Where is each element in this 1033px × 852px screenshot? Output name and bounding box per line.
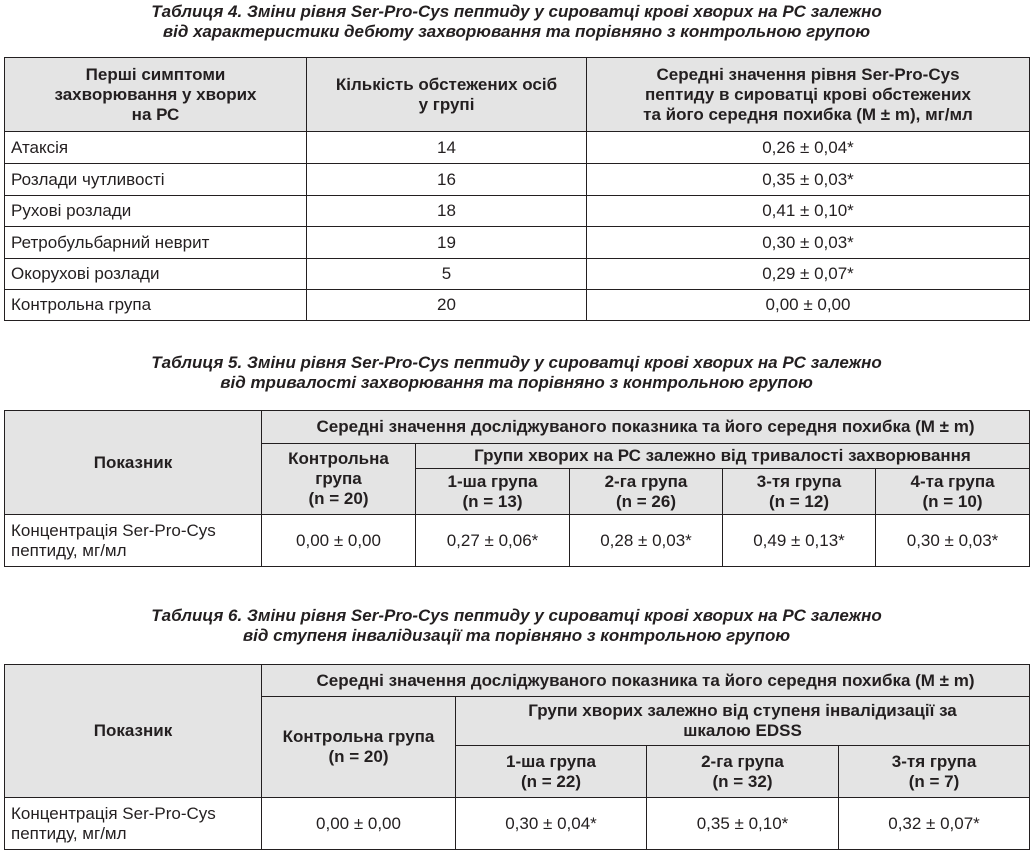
table4-cell-mean: 0,00 ± 0,00: [587, 290, 1030, 321]
table5-header-control: Контрольна група (n = 20): [262, 444, 416, 515]
table5-caption-line1: Таблиця 5. Зміни рівня Ser-Pro-Cys пептиду у сироватці крові хворих на РС залежно: [151, 353, 882, 372]
table5-header-indicator: Показник: [5, 411, 262, 515]
table4-cell-count: 20: [307, 290, 587, 321]
table4-cell-count: 5: [307, 259, 587, 290]
table4-cell-symptom: Ретробульбарний неврит: [5, 227, 307, 259]
table6-cell-group-3: 0,32 ± 0,07*: [839, 798, 1030, 850]
table4-header-symptoms: Перші симптоми захворювання у хворих на РС: [5, 58, 307, 132]
table4-cell-symptom: Рухові розлади: [5, 196, 307, 227]
table5-header-group-3: 3-тя група (n = 12): [723, 469, 876, 515]
table4-cell-mean: 0,35 ± 0,03*: [587, 164, 1030, 196]
table-row: [5, 290, 1030, 321]
table4-header-mean: Середні значення рівня Ser-Pro-Cys пептиду в сироватці крові обстежених та його середня похибка (M ± m), мг/мл: [587, 58, 1030, 132]
table6-header-group-2: 2-га група (n = 32): [647, 746, 839, 798]
table-row: [5, 798, 1030, 850]
table4: [4, 57, 1030, 321]
table4-cell-symptom: Атаксія: [5, 132, 307, 164]
table-row: [5, 515, 1030, 567]
table4-header-count: Кількість обстежених осіб у групі: [307, 58, 587, 132]
table-row: [5, 132, 1030, 164]
table4-header-row: [5, 58, 1030, 132]
table6-header-control: Контрольна група (n = 20): [262, 697, 456, 798]
table5-header-mean: Середні значення досліджуваного показника та його середня похибка (M ± m): [262, 411, 1030, 444]
table5-caption-line2: від тривалості захворювання та порівняно з контрольною групою: [220, 373, 813, 392]
table-row: [5, 227, 1030, 259]
table4-cell-count: 18: [307, 196, 587, 227]
table6-cell-control: 0,00 ± 0,00: [262, 798, 456, 850]
table5-header-group-2: 2-га група (n = 26): [570, 469, 723, 515]
table4-caption-line2: від характеристики дебюту захворювання та порівняно з контрольною групою: [162, 22, 871, 41]
table6-row-label: Концентрація Ser-Pro-Cys пептиду, мг/мл: [5, 798, 262, 850]
table6: [4, 664, 1030, 850]
table4-cell-mean: 0,26 ± 0,04*: [587, 132, 1030, 164]
table6-cell-group-1: 0,30 ± 0,04*: [456, 798, 647, 850]
table4-caption-line1: Таблиця 4. Зміни рівня Ser-Pro-Cys пептиду у сироватці крові хворих на РС залежно: [151, 2, 882, 21]
table6-caption: [0, 606, 1033, 646]
table4-cell-mean: 0,41 ± 0,10*: [587, 196, 1030, 227]
table6-header-indicator: Показник: [5, 665, 262, 798]
table-row: [5, 196, 1030, 227]
table4-caption: [0, 2, 1033, 42]
table5-cell-group-2: 0,28 ± 0,03*: [570, 515, 723, 567]
table5-cell-group-4: 0,30 ± 0,03*: [876, 515, 1030, 567]
table6-caption-line2: від ступеня інвалідизації та порівняно з контрольною групою: [242, 626, 791, 645]
table6-header-group-1: 1-ша група (n = 22): [456, 746, 647, 798]
table4-cell-symptom: Контрольна група: [5, 290, 307, 321]
table6-header-group-3: 3-тя група (n = 7): [839, 746, 1030, 798]
table5-cell-group-1: 0,27 ± 0,06*: [416, 515, 570, 567]
table4-cell-mean: 0,29 ± 0,07*: [587, 259, 1030, 290]
table5-caption: [0, 353, 1033, 393]
table6-header-mean: Середні значення досліджуваного показника та його середня похибка (M ± m): [262, 665, 1030, 697]
table-row: [5, 164, 1030, 196]
table4-cell-count: 19: [307, 227, 587, 259]
table6-cell-group-2: 0,35 ± 0,10*: [647, 798, 839, 850]
table5-header-groups: Групи хворих на РС залежно від тривалості захворювання: [416, 444, 1030, 469]
table5-cell-control: 0,00 ± 0,00: [262, 515, 416, 567]
table4-cell-mean: 0,30 ± 0,03*: [587, 227, 1030, 259]
table-row: [5, 259, 1030, 290]
table6-header-groups: Групи хворих залежно від ступеня інвалідизації за шкалою EDSS: [456, 697, 1030, 746]
table4-cell-count: 16: [307, 164, 587, 196]
table5: [4, 410, 1030, 567]
table6-caption-line1: Таблиця 6. Зміни рівня Ser-Pro-Cys пептиду у сироватці крові хворих на РС залежно: [151, 606, 882, 625]
table5-cell-group-3: 0,49 ± 0,13*: [723, 515, 876, 567]
table5-header-group-4: 4-та група (n = 10): [876, 469, 1030, 515]
table4-cell-symptom: Окорухові розлади: [5, 259, 307, 290]
table4-cell-count: 14: [307, 132, 587, 164]
table5-header-group-1: 1-ша група (n = 13): [416, 469, 570, 515]
table5-row-label: Концентрація Ser-Pro-Cys пептиду, мг/мл: [5, 515, 262, 567]
table4-cell-symptom: Розлади чутливості: [5, 164, 307, 196]
